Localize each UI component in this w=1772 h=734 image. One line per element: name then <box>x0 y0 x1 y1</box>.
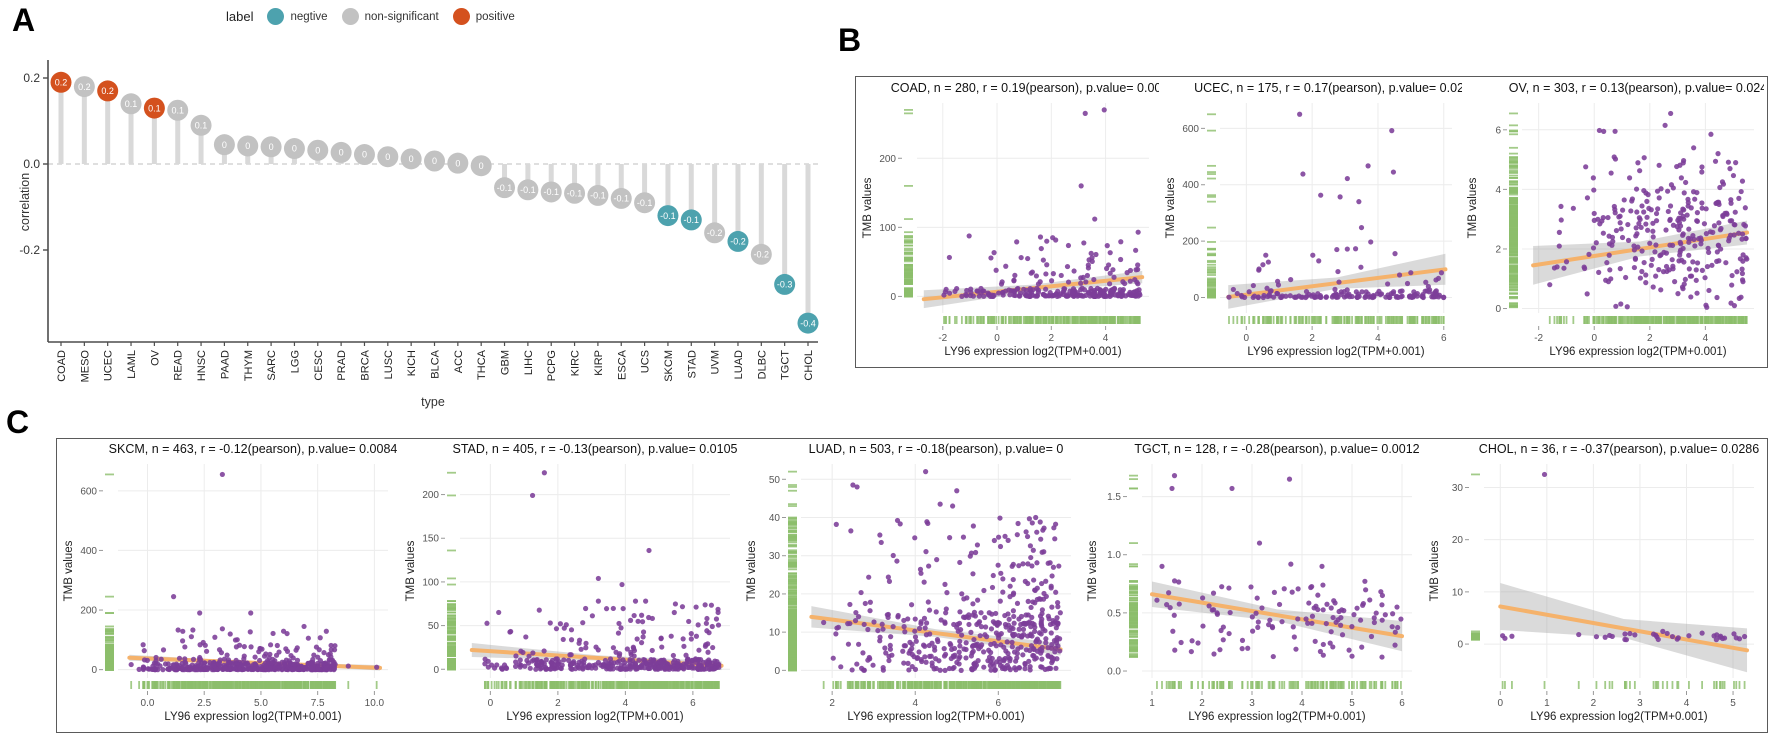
x-tick-label: 0 <box>487 698 493 709</box>
y-tick-label: 30 <box>1451 482 1463 494</box>
y-tick-label: 100 <box>421 577 439 589</box>
y-tick-label: 1.0 <box>1107 550 1122 562</box>
dot-value-label: -0.1 <box>566 188 583 199</box>
x-tick-label: 5 <box>1349 698 1356 709</box>
y-tick-label: 30 <box>768 551 780 563</box>
y-tick-label: 0 <box>91 665 98 677</box>
x-tick-label: LUAD <box>732 350 745 380</box>
x-axis-title: LY96 expression log2(TPM+0.001) <box>1246 345 1425 358</box>
y-axis-title: TMB values <box>1428 540 1441 602</box>
dot-value-label: -0.3 <box>776 279 793 290</box>
y-tick-label: 0 <box>1192 292 1199 304</box>
dot-value-label: 0.1 <box>148 103 161 114</box>
plot-title: LUAD, n = 503, r = -0.18(pearson), p.value= 0 <box>808 442 1064 456</box>
dot-value-label: 0 <box>291 143 297 154</box>
x-tick-label: THYM <box>242 350 255 382</box>
x-tick-label: BRCA <box>359 350 372 381</box>
axis-ticks <box>1452 483 1736 709</box>
x-tick-label: 2 <box>1647 332 1653 344</box>
x-tick-label: THCA <box>476 350 489 380</box>
x-tick-label: 6 <box>995 698 1002 709</box>
dot-value-label: 0 <box>338 147 344 158</box>
scatter-plot-TGCT <box>1084 440 1422 726</box>
scatter-plot-OV <box>1464 79 1764 361</box>
x-tick-label: DLBC <box>756 350 769 380</box>
y-axis-title: TMB values <box>745 540 758 602</box>
x-tick-label: 7.5 <box>311 698 325 709</box>
x-tick-label: 2 <box>1590 698 1596 709</box>
y-tick-label: 400 <box>1181 179 1199 191</box>
x-axis-title: LY96 expression log2(TPM+0.001) <box>164 711 342 723</box>
y-tick-label: 10 <box>768 627 780 639</box>
plot-title: COAD, n = 280, r = 0.19(pearson), p.value= 0.0013 <box>890 80 1159 95</box>
lollipop-chart <box>18 24 838 416</box>
y-tick-label: 150 <box>421 533 439 545</box>
y-axis-title: correlation <box>18 172 32 232</box>
x-tick-label: 5.0 <box>254 698 269 709</box>
dot-value-label: 0 <box>478 160 484 171</box>
x-tick-label: 6 <box>689 698 696 709</box>
plot-title: STAD, n = 405, r = -0.13(pearson), p.value= 0.0105 <box>452 442 738 456</box>
dot-value-label: -0.1 <box>660 210 676 221</box>
dot-value-label: -0.1 <box>636 197 653 208</box>
scatter-panel-UCEC <box>1162 79 1462 366</box>
y-tick-label: 1.5 <box>1107 492 1122 504</box>
dot-value-label: -0.1 <box>590 190 606 201</box>
y-tick-label: 200 <box>879 153 896 165</box>
dot-value-label: -0.2 <box>753 249 770 260</box>
y-tick-label: 0 <box>433 664 439 676</box>
scatter-plot-LUAD <box>743 440 1081 726</box>
x-tick-label: CHOL <box>803 350 815 381</box>
legend-title: label <box>226 9 254 24</box>
y-tick-label: 600 <box>80 486 98 498</box>
points-layer <box>129 472 380 672</box>
scatter-plot-CHOL <box>1426 440 1764 726</box>
x-tick-label: 0 <box>1243 332 1249 344</box>
scatter-panel-STAD <box>402 440 740 731</box>
x-axis-title: LY96 expression log2(TPM+0.001) <box>1188 711 1366 723</box>
x-tick-label: COAD <box>56 350 68 382</box>
x-tick-label: KIRP <box>592 350 605 376</box>
dot-value-label: -0.2 <box>706 228 723 238</box>
y-tick-label: 4 <box>1495 184 1502 196</box>
x-tick-label: 2.5 <box>197 698 212 709</box>
x-tick-label: SARC <box>266 350 279 381</box>
y-tick-label: -0.2 <box>19 243 40 257</box>
y-axis-title: TMB values <box>1467 177 1480 238</box>
x-tick-label: STAD <box>686 350 699 379</box>
dot-value-label: 0 <box>221 139 227 150</box>
dot-value-label: 0.1 <box>194 120 208 131</box>
dot-value-label: -0.4 <box>800 318 816 329</box>
x-axis-title: LY96 expression log2(TPM+0.001) <box>847 711 1025 723</box>
x-tick-label: TGCT <box>779 350 792 380</box>
scatter-plot-UCEC <box>1162 79 1462 361</box>
y-tick-label: 200 <box>421 490 439 502</box>
x-tick-label: 0 <box>1591 332 1598 344</box>
x-tick-label: 2 <box>1308 332 1315 344</box>
x-axis-title: LY96 expression log2(TPM+0.001) <box>944 345 1122 358</box>
x-tick-label: 1 <box>1543 698 1550 709</box>
x-tick-label: ACC <box>452 350 465 374</box>
x-tick-label: MESO <box>79 350 92 383</box>
y-tick-label: 200 <box>80 605 98 617</box>
x-tick-label: LGG <box>289 350 302 374</box>
dot-value-label: 0.1 <box>171 105 184 116</box>
x-tick-label: 2 <box>1048 332 1054 344</box>
x-tick-label: 4 <box>1683 698 1689 709</box>
positive-swatch-icon <box>453 8 470 25</box>
y-tick-label: 400 <box>80 545 98 557</box>
x-tick-label: -2 <box>938 332 947 344</box>
x-tick-label: READ <box>172 350 185 381</box>
y-tick-label: 0 <box>1495 303 1502 315</box>
dot-value-label: -0.1 <box>520 185 536 195</box>
dot-value-label: 0 <box>268 142 274 152</box>
y-tick-label: 50 <box>768 474 780 486</box>
negative-swatch-icon <box>267 8 284 25</box>
scatter-plot-SKCM <box>60 440 398 726</box>
dot-value-label: -0.1 <box>496 182 513 193</box>
x-tick-label: UVM <box>709 350 722 375</box>
y-tick-label: 0.0 <box>1107 666 1122 678</box>
x-tick-label: CESC <box>312 350 325 381</box>
dot-value-label: -0.1 <box>613 193 630 204</box>
rug-layer <box>1509 113 1747 324</box>
y-tick-label: 200 <box>1181 236 1199 248</box>
panel-c-label: C <box>6 404 30 440</box>
x-tick-label: 2 <box>1199 698 1206 709</box>
x-tick-label: 4 <box>912 698 918 709</box>
scatter-panel-LUAD <box>743 440 1081 731</box>
legend-item-negative <box>267 8 327 25</box>
dot-value-label: -0.1 <box>683 215 700 226</box>
x-tick-label: SKCM <box>662 350 675 382</box>
y-tick-label: 2 <box>1495 243 1502 255</box>
y-axis-title: TMB values <box>1087 540 1100 602</box>
y-tick-label: 100 <box>879 222 896 234</box>
plot-title: OV, n = 303, r = 0.13(pearson), p.value= 0.024 <box>1509 80 1765 95</box>
dot-value-label: 0 <box>361 149 367 160</box>
plot-title: UCEC, n = 175, r = 0.17(pearson), p.value= 0.0256 <box>1193 80 1462 95</box>
axis-ticks <box>1182 123 1447 343</box>
x-axis-title: LY96 expression log2(TPM+0.001) <box>1530 711 1708 723</box>
scatter-panel-CHOL <box>1426 440 1764 731</box>
x-tick-label: 3 <box>1249 698 1256 709</box>
points-layer <box>1547 110 1749 309</box>
non-significant-swatch-icon <box>342 8 359 25</box>
y-tick-label: 50 <box>427 621 439 633</box>
x-tick-label: 3 <box>1636 698 1643 709</box>
y-tick-label: 0.0 <box>23 157 40 171</box>
x-tick-label: 2 <box>554 698 561 709</box>
scatter-panel-SKCM <box>60 440 398 731</box>
y-axis-title: TMB values <box>861 177 874 238</box>
x-tick-label: 4 <box>1374 332 1381 344</box>
axes-layer <box>18 60 818 409</box>
x-tick-label: UCEC <box>102 350 115 382</box>
trend-line <box>1152 594 1402 636</box>
x-axis-title: type <box>421 395 445 409</box>
dot-value-label: 0 <box>315 145 321 156</box>
x-axis-title: LY96 expression log2(TPM+0.001) <box>1549 345 1727 358</box>
x-tick-label: 6 <box>1440 332 1447 344</box>
x-tick-label: KIRC <box>569 350 582 377</box>
legend-item-label: non-significant <box>364 10 439 23</box>
dot-value-label: -0.1 <box>543 187 559 198</box>
y-tick-label: 0.5 <box>1107 608 1122 620</box>
x-tick-label: ESCA <box>616 350 629 380</box>
x-tick-label: PAAD <box>219 350 232 380</box>
x-tick-label: 10.0 <box>364 698 385 709</box>
x-tick-label: 4 <box>622 698 628 709</box>
x-tick-label: PRAD <box>336 350 349 381</box>
legend-item-non-significant <box>342 8 439 25</box>
points-layer <box>51 72 819 334</box>
x-tick-label: PCPG <box>546 350 559 382</box>
x-tick-label: -2 <box>1534 332 1544 344</box>
plot-title: SKCM, n = 463, r = -0.12(pearson), p.value= 0.0084 <box>108 442 398 456</box>
x-tick-label: LUSC <box>382 350 395 380</box>
panel-c-box <box>56 438 1768 733</box>
y-axis-title: TMB values <box>63 540 76 602</box>
dot-value-label: 0.2 <box>54 77 68 88</box>
rug-layer <box>1129 476 1401 689</box>
y-tick-label: 600 <box>1181 123 1199 135</box>
plot-title: TGCT, n = 128, r = -0.28(pearson), p.value= 0.0012 <box>1134 442 1420 456</box>
x-tick-label: 1 <box>1149 698 1156 709</box>
x-tick-label: 5 <box>1729 698 1736 709</box>
scatter-plot-STAD <box>402 440 740 726</box>
legend-item-label: positive <box>475 10 515 23</box>
x-tick-label: GBM <box>499 350 512 376</box>
grid-layer <box>1142 464 1412 678</box>
y-tick-label: 10 <box>1451 587 1463 599</box>
x-tick-label: LIHC <box>522 350 535 376</box>
axis-ticks <box>769 475 1002 709</box>
dot-value-label: 0 <box>455 158 461 169</box>
x-axis-title: LY96 expression log2(TPM+0.001) <box>506 711 684 723</box>
dot-value-label: 0 <box>245 141 251 152</box>
y-tick-label: 0.2 <box>23 71 40 85</box>
panel-b-box <box>855 76 1768 368</box>
x-tick-label: 0 <box>994 332 1000 344</box>
grid-layer <box>1522 103 1754 313</box>
x-tick-label: 2 <box>829 698 835 709</box>
dot-value-label: -0.2 <box>730 236 746 247</box>
y-tick-label: 20 <box>1451 535 1463 547</box>
scatter-panel-OV <box>1464 79 1764 366</box>
x-tick-label: OV <box>149 350 162 366</box>
dot-value-label: 0.2 <box>78 81 91 92</box>
plot-title: CHOL, n = 36, r = -0.37(pearson), p.value= 0.0286 <box>1478 442 1759 456</box>
dot-value-label: 0.2 <box>101 86 114 97</box>
y-tick-label: 40 <box>768 513 780 524</box>
legend-item-positive <box>453 8 515 25</box>
legend <box>226 8 515 25</box>
x-tick-label: 4 <box>1299 698 1306 709</box>
x-tick-label: 6 <box>1399 698 1406 709</box>
points-layer <box>482 470 721 672</box>
panel-b-label: B <box>838 22 862 58</box>
y-tick-label: 6 <box>1495 124 1502 136</box>
panel-a-label: A <box>12 2 36 38</box>
x-tick-label: UCS <box>639 350 652 374</box>
x-tick-label: LAML <box>126 350 139 379</box>
dot-value-label: 0.1 <box>124 99 138 109</box>
legend-item-label: negtive <box>290 10 328 23</box>
y-tick-label: 0 <box>774 665 780 677</box>
x-tick-label: 4 <box>1702 332 1709 344</box>
y-tick-label: 0 <box>890 291 896 303</box>
y-tick-label: 20 <box>768 589 780 601</box>
axis-ticks <box>81 486 385 709</box>
scatter-plot-COAD <box>859 79 1159 361</box>
x-tick-label: 0 <box>1497 698 1503 709</box>
x-tick-label: KICH <box>406 350 419 377</box>
x-tick-label: 0.0 <box>140 698 155 709</box>
y-axis-title: TMB values <box>1164 177 1177 238</box>
scatter-panel-COAD <box>859 79 1159 366</box>
dot-value-label: 0 <box>408 154 414 165</box>
dot-value-label: 0 <box>431 156 438 167</box>
points-layer <box>941 107 1142 299</box>
dot-value-label: 0 <box>385 151 391 162</box>
x-tick-label: 4 <box>1102 332 1109 344</box>
x-tick-label: HNSC <box>196 350 209 382</box>
y-tick-label: 0 <box>1457 639 1463 651</box>
y-axis-title: TMB values <box>404 540 417 602</box>
axis-ticks <box>879 153 1108 343</box>
scatter-panel-TGCT <box>1084 440 1422 731</box>
x-tick-label: BLCA <box>429 350 442 379</box>
axis-ticks <box>422 490 696 709</box>
